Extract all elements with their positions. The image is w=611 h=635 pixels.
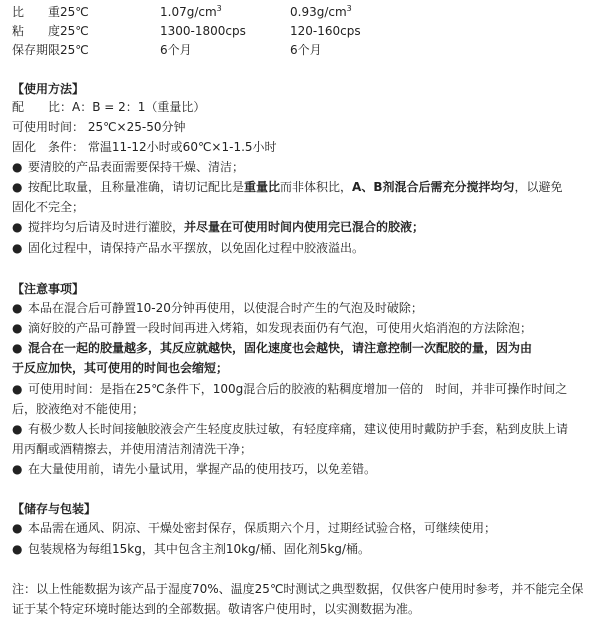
storage-heading: 【储存与包装】 xyxy=(12,502,97,516)
bullet-icon: ● xyxy=(12,180,23,194)
notes-bullet-1: ● 本品在混合后可静置10-20分钟再使用，以使混合时产生的气泡及时破除； xyxy=(12,301,423,315)
notes-bullet-3-cont: 于反应加快，其可使用的时间也会缩短； xyxy=(12,361,229,375)
notes-bullet-4: ● 可使用时间：是指在25℃条件下，100g混合后的胶液的粘稠度增加一倍的 时间，并非可操作时间之 xyxy=(12,382,568,396)
usage-bullet-2: ● 按配比取量，且称量准确，请切记配比是重量比而非体积比，A、B剂混合后需充分搅拌均匀，以避免 xyxy=(12,180,563,194)
usage-bullet-3: ● 搅拌均匀后请及时进行灌胶，并尽量在可使用时间内使用完已混合的胶液； xyxy=(12,220,425,234)
spec-label: 粘 度25℃ xyxy=(12,24,89,38)
usage-heading: 【使用方法】 xyxy=(12,82,85,96)
bullet-icon: ● xyxy=(12,542,23,556)
bullet-icon: ● xyxy=(12,422,23,436)
notes-bullet-3: ● 混合在一起的胶量越多，其反应就越快，固化速度也会越快，请注意控制一次配胶的量，因为由 xyxy=(12,341,533,355)
spec-value-b: 120-160cps xyxy=(290,24,361,38)
bullet-icon: ● xyxy=(12,301,23,315)
footnote-line-2: 证于某个特定环境时能达到的全部数据。敬请客户使用时，以实测数据为准。 xyxy=(12,602,421,616)
usage-cure-conditions: 固化 条件： 常温11-12小时或60℃×1-1.5小时 xyxy=(12,140,277,154)
notes-bullet-4-cont: 后，胶液绝对不能使用； xyxy=(12,402,145,416)
usage-ratio: 配 比：A：B = 2：1（重量比） xyxy=(12,100,206,114)
storage-bullet-2: ● 包装规格为每组15kg，其中包含主剂10kg/桶、固化剂5kg/桶。 xyxy=(12,542,370,556)
spec-label: 保存期限25℃ xyxy=(12,43,89,57)
bullet-icon: ● xyxy=(12,220,23,234)
usage-bullet-1: ● 要清胶的产品表面需要保持干燥、清洁； xyxy=(12,160,245,174)
bullet-icon: ● xyxy=(12,521,23,535)
spec-label: 比 重25℃ xyxy=(12,5,89,19)
spec-value-a: 1300-1800cps xyxy=(160,24,246,38)
usage-bullet-2-cont: 固化不完全； xyxy=(12,200,85,214)
bullet-icon: ● xyxy=(12,241,23,255)
bullet-icon: ● xyxy=(12,321,23,335)
bullet-icon: ● xyxy=(12,382,23,396)
notes-bullet-5: ● 有极少数人长时间接触胶液会产生轻度皮肤过敏，有轻度痒痛，建议使用时戴防护手套，粘到皮肤上请 xyxy=(12,422,569,436)
notes-bullet-6: ● 在大量使用前，请先小量试用，掌握产品的使用技巧，以免差错。 xyxy=(12,462,377,476)
notes-heading: 【注意事项】 xyxy=(12,282,85,296)
storage-bullet-1: ● 本品需在通风、阴凉、干燥处密封保存，保质期六个月，过期经试验合格，可继续使用； xyxy=(12,521,497,535)
spec-value-a: $1.07g/cm^3$ xyxy=(160,4,222,19)
bullet-icon: ● xyxy=(12,160,23,174)
usage-bullet-4: ● 固化过程中，请保持产品水平摆放，以免固化过程中胶液溢出。 xyxy=(12,241,365,255)
bullet-icon: ● xyxy=(12,462,23,476)
spec-value-b: 6个月 xyxy=(290,43,322,57)
usage-pot-life: 可使用时间： 25℃×25-50分钟 xyxy=(12,120,186,134)
footnote-line-1: 注：以上性能数据为该产品于湿度70%、温度25℃时测试之典型数据，仅供客户使用时参考，并不能完全保 xyxy=(12,582,584,596)
bullet-icon: ● xyxy=(12,341,23,355)
notes-bullet-2: ● 滴好胶的产品可静置一段时间再进入烤箱，如发现表面仍有气泡，可使用火焰消泡的方法除泡； xyxy=(12,321,533,335)
spec-value-a: 6个月 xyxy=(160,43,192,57)
notes-bullet-5-cont: 用丙酮或酒精擦去，并使用清洁剂清洗干净； xyxy=(12,442,253,456)
spec-value-b: $0.93g/cm^3$ xyxy=(290,4,352,19)
